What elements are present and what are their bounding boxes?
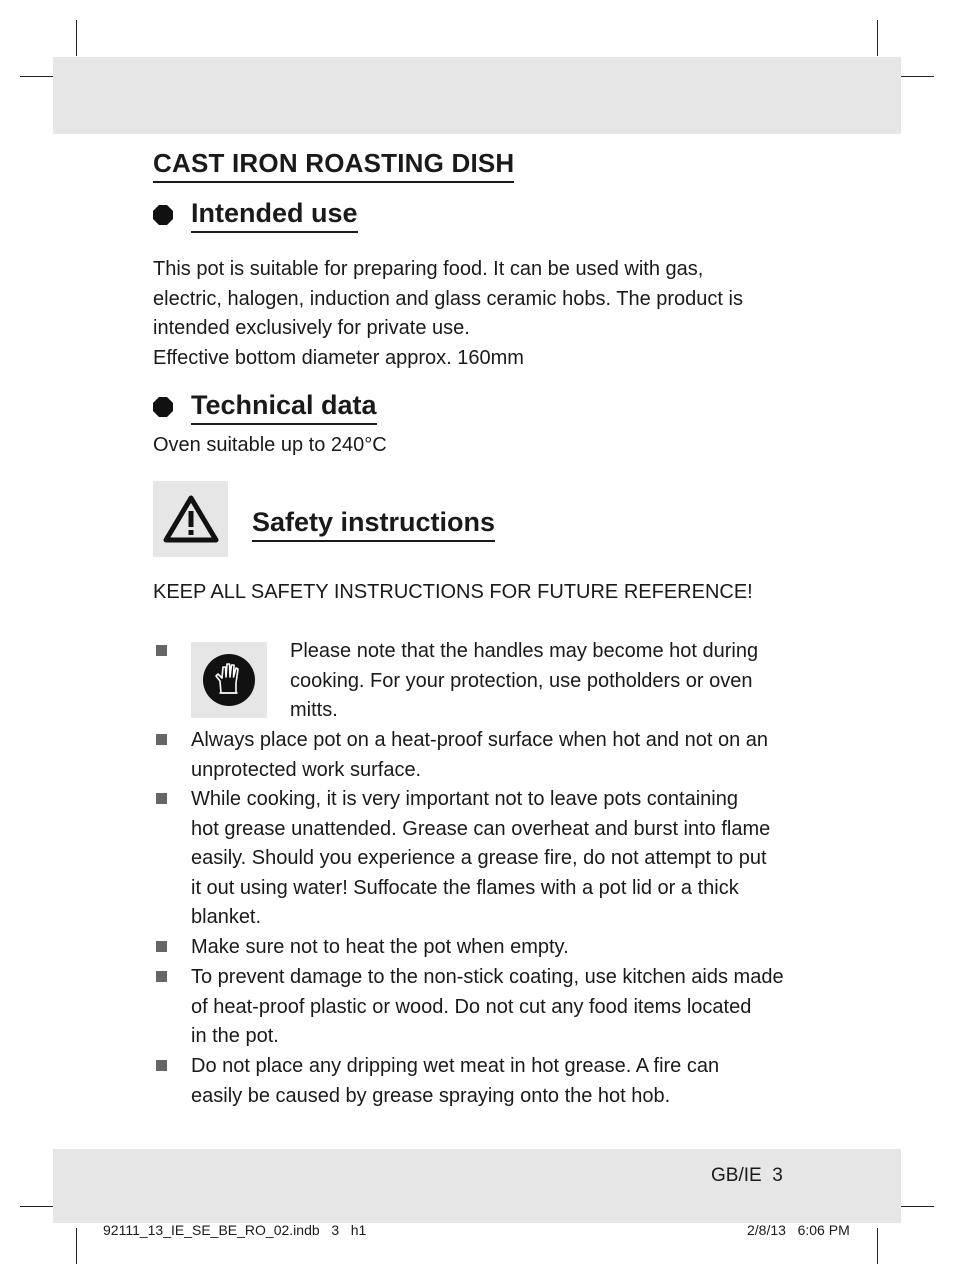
section-heading-intended-use <box>153 197 358 233</box>
bullet-line: of heat-proof plastic or wood. Do not cut any food items located <box>191 995 752 1018</box>
technical-data-heading: Technical data <box>191 389 377 425</box>
page-label: GB/IE <box>711 1165 762 1186</box>
technical-data-text <box>153 431 803 461</box>
square-bullet-icon <box>156 645 167 656</box>
list-item <box>153 1052 813 1111</box>
bullet-text <box>290 637 813 726</box>
print-slug-date: 2/8/13 6:06 PM <box>747 1222 850 1238</box>
intended-use-text <box>153 255 803 373</box>
list-item <box>153 963 813 1052</box>
square-bullet-icon <box>156 793 167 804</box>
bullet-line: easily be caused by grease spraying onto the hot hob. <box>191 1084 671 1107</box>
list-item <box>153 785 813 933</box>
page-number-value: 3 <box>772 1165 783 1186</box>
octagon-bullet-icon <box>153 205 173 225</box>
square-bullet-icon <box>156 941 167 952</box>
bullet-text <box>191 726 813 785</box>
page-title: CAST IRON ROASTING DISH <box>153 147 514 183</box>
square-bullet-icon <box>156 971 167 982</box>
bullet-line: it out using water! Suffocate the flames with a pot lid or a thick <box>191 876 739 899</box>
bullet-line: hot grease unattended. Grease can overheat and burst into flame <box>191 817 771 840</box>
section-heading-technical-data <box>153 389 377 425</box>
intended-use-line: Effective bottom diameter approx. 160mm <box>153 346 524 369</box>
page-number <box>711 1165 783 1187</box>
glove-icon-box <box>191 642 267 718</box>
crop-mark <box>877 1228 878 1264</box>
crop-mark <box>76 1228 77 1264</box>
warning-triangle-icon <box>163 494 219 544</box>
warning-box <box>153 481 228 557</box>
bullet-text <box>191 963 813 1052</box>
crop-mark <box>76 20 77 56</box>
crop-mark <box>898 76 934 77</box>
square-bullet-icon <box>156 734 167 745</box>
bullet-line: cooking. For your protection, use potholders or oven <box>290 669 753 692</box>
glove-icon <box>202 653 256 707</box>
bullet-line: Always place pot on a heat-proof surface when hot and not on an <box>191 729 769 751</box>
crop-mark <box>877 20 878 56</box>
bullet-line: To prevent damage to the non-stick coating, use kitchen aids made <box>191 966 784 988</box>
bullet-line: Do not place any dripping wet meat in hot grease. A fire can <box>191 1055 720 1077</box>
bullet-line: unprotected work surface. <box>191 758 422 781</box>
bullet-line: in the pot. <box>191 1025 279 1047</box>
bullet-text <box>191 933 813 963</box>
crop-mark <box>898 1206 934 1207</box>
bullet-line: Please note that the handles may become hot during <box>290 640 759 662</box>
intended-use-heading: Intended use <box>191 197 358 233</box>
keep-instructions-notice: KEEP ALL SAFETY INSTRUCTIONS FOR FUTURE REFERENCE! <box>153 581 753 603</box>
intended-use-line: intended exclusively for private use. <box>153 317 470 339</box>
bullet-line: blanket. <box>191 906 262 928</box>
octagon-bullet-icon <box>153 397 173 417</box>
square-bullet-icon <box>156 1060 167 1071</box>
list-item <box>153 933 813 963</box>
bullet-line: mitts. <box>290 699 338 721</box>
header-band <box>53 57 901 134</box>
bullet-text <box>191 785 813 933</box>
bullet-line: Make sure not to heat the pot when empty. <box>191 936 569 958</box>
crop-mark <box>20 1206 56 1207</box>
crop-mark <box>20 76 56 77</box>
safety-instructions-heading: Safety instructions <box>252 506 495 542</box>
bullet-line: easily. Should you experience a grease fire, do not attempt to put <box>191 847 767 869</box>
intended-use-line: electric, halogen, induction and glass ceramic hobs. The product is <box>153 287 743 310</box>
bullet-text <box>191 1052 813 1111</box>
oven-temperature: Oven suitable up to 240°C <box>153 434 387 456</box>
intended-use-line: This pot is suitable for preparing food. It can be used with gas, <box>153 258 704 280</box>
print-slug-file: 92111_13_IE_SE_BE_RO_02.indb 3 h1 <box>103 1222 367 1238</box>
list-item <box>153 637 813 726</box>
list-item <box>153 726 813 785</box>
bullet-line: While cooking, it is very important not to leave pots containing <box>191 788 738 810</box>
